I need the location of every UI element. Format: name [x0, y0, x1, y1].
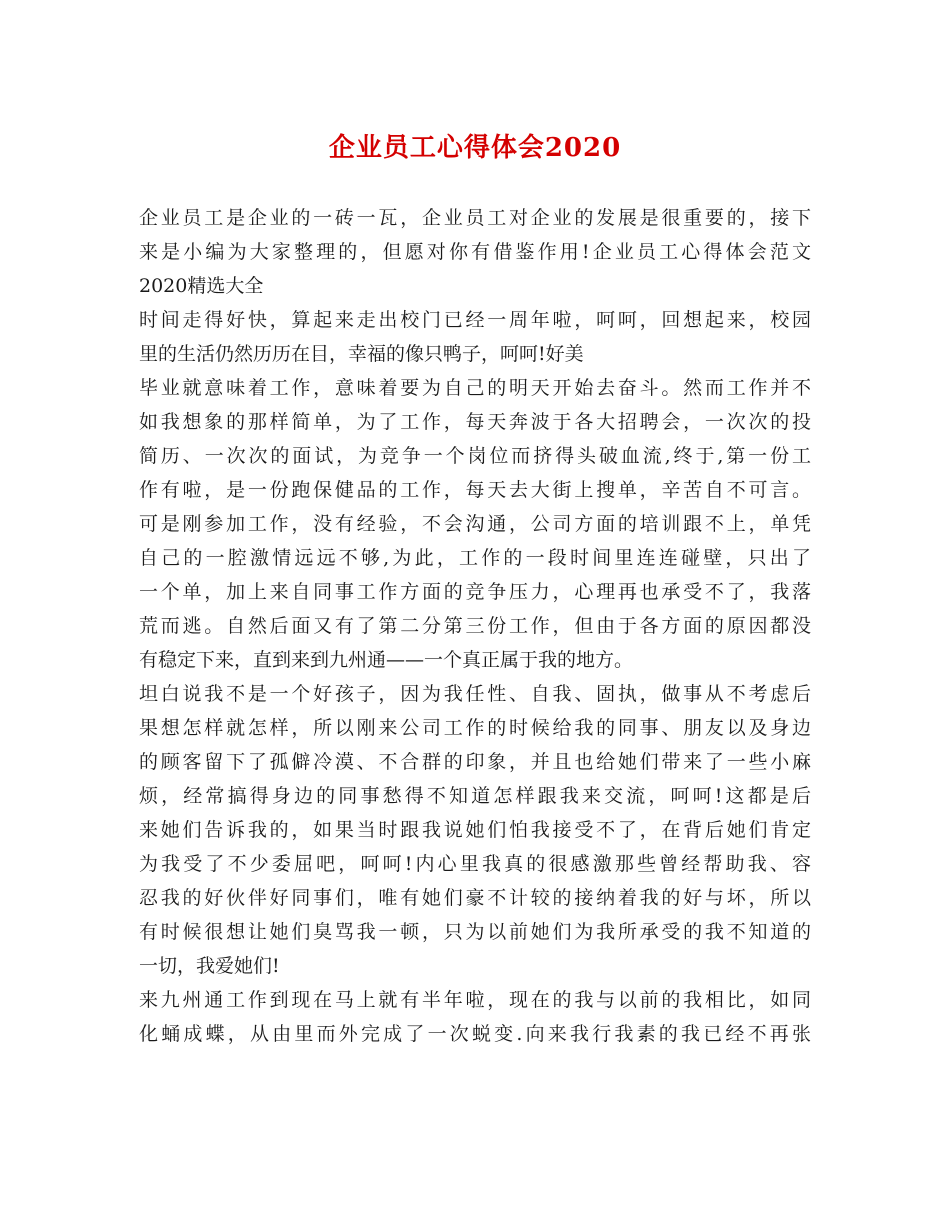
text-line: 可是刚参加工作，没有经验，不会沟通，公司方面的培训跟不上，单凭: [139, 513, 811, 535]
text-line: 荒而逃。自然后面又有了第二分第三份工作，但由于各方面的原因都没: [139, 615, 811, 637]
text-line: 为我受了不少委屈吧，呵呵!内心里我真的很感激那些曾经帮助我、容: [139, 853, 811, 875]
text-line: 如我想象的那样简单，为了工作，每天奔波于各大招聘会，一次次的投: [139, 411, 811, 433]
text-line: 有时候很想让她们臭骂我一顿，只为以前她们为我所承受的我不知道的: [139, 921, 811, 943]
text-line: 作有啦，是一份跑保健品的工作，每天去大街上搜单，辛苦自不可言。: [139, 479, 811, 501]
text-line: 自己的一腔激情远远不够,为此，工作的一段时间里连连碰壁，只出了: [139, 547, 811, 569]
text-line: 2020精选大全: [139, 275, 264, 297]
text-line: 来九州通工作到现在马上就有半年啦，现在的我与以前的我相比，如同: [139, 989, 811, 1011]
text-line: 果想怎样就怎样，所以刚来公司工作的时候给我的同事、朋友以及身边: [139, 717, 811, 739]
text-line: 一切，我爱她们!: [139, 955, 280, 977]
text-line: 化蛹成蝶，从由里而外完成了一次蜕变.向来我行我素的我已经不再张: [139, 1023, 811, 1045]
text-line: 时间走得好快，算起来走出校门已经一周年啦，呵呵，回想起来，校园: [139, 309, 811, 331]
document-title: 企业员工心得体会2020: [328, 133, 622, 163]
document-body: [139, 201, 811, 1051]
text-line: 来是小编为大家整理的，但愿对你有借鉴作用!企业员工心得体会范文: [139, 241, 811, 263]
text-line: 有稳定下来，直到来到九州通——一个真正属于我的地方。: [139, 649, 634, 671]
text-line: 简历、一次次的面试，为竞争一个岗位而挤得头破血流,终于,第一份工: [139, 445, 811, 467]
text-line: 坦白说我不是一个好孩子，因为我任性、自我、固执，做事从不考虑后: [139, 683, 811, 705]
text-line: 的顾客留下了孤僻冷漠、不合群的印象，并且也给她们带来了一些小麻: [139, 751, 811, 773]
text-line: 毕业就意味着工作，意味着要为自己的明天开始去奋斗。然而工作并不: [139, 377, 811, 399]
text-line: 忍我的好伙伴好同事们，唯有她们豪不计较的接纳着我的好与坏，所以: [139, 887, 811, 909]
text-line: 一个单，加上来自同事工作方面的竞争压力，心理再也承受不了，我落: [139, 581, 811, 603]
text-line: 来她们告诉我的，如果当时跟我说她们怕我接受不了，在背后她们肯定: [139, 819, 811, 841]
text-line: 烦，经常搞得身边的同事愁得不知道怎样跟我来交流，呵呵!这都是后: [139, 785, 811, 807]
text-line: 里的生活仍然历历在目，幸福的像只鸭子，呵呵!好美: [139, 343, 584, 365]
text-line: 企业员工是企业的一砖一瓦，企业员工对企业的发展是很重要的，接下: [139, 207, 811, 229]
